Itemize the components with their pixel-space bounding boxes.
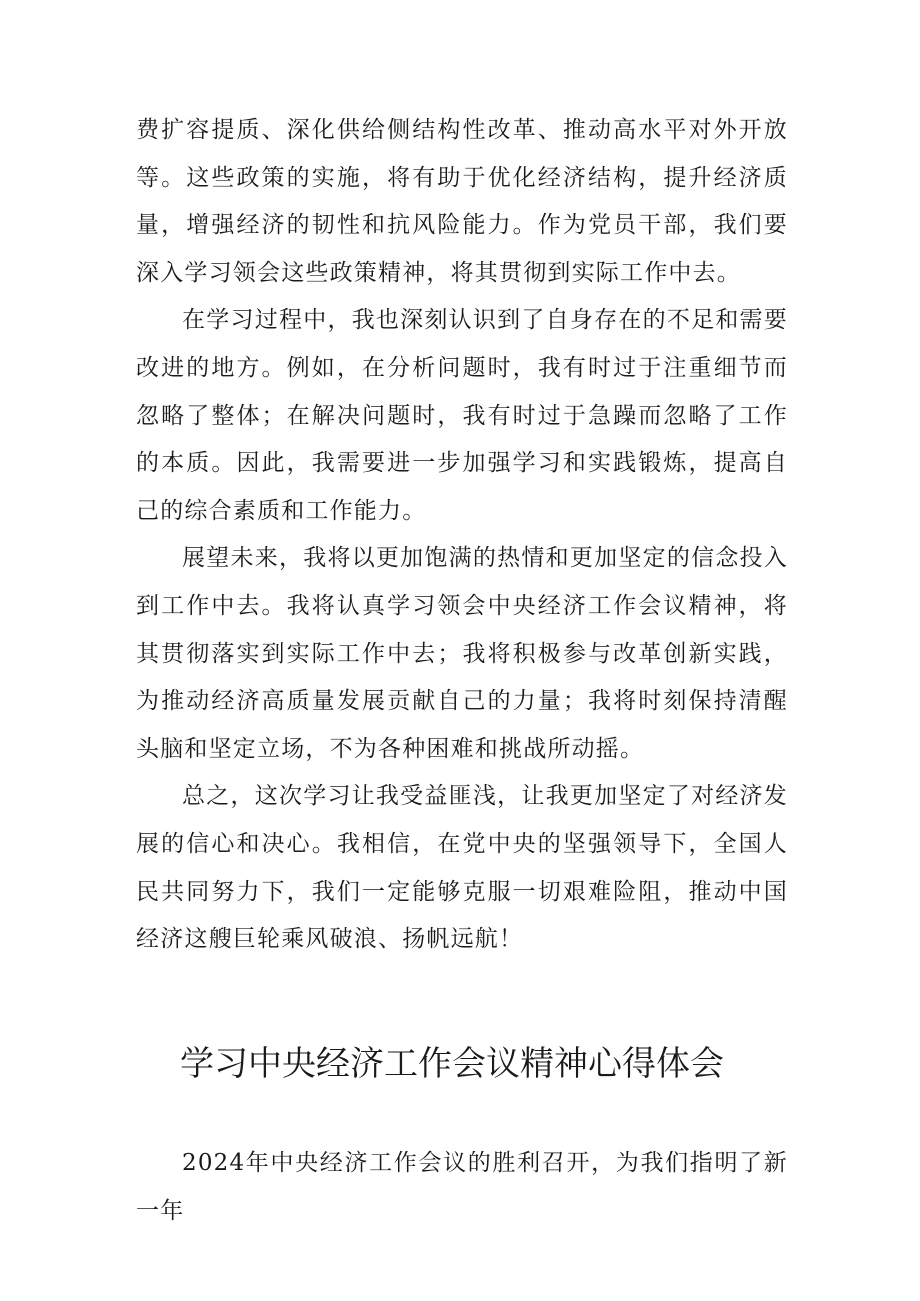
body-text-section-1 [136, 107, 788, 964]
paragraph-conclusion: 总之，这次学习让我受益匪浅，让我更加坚定了对经济发展的信心和决心。我相信，在党中央的坚强领导下，全国人民共同努力下，我们一定能够克服一切艰难险阻，推动中国经济这艘巨轮乘风破浪、扬帆远航！ [136, 783, 788, 953]
article-title: 学习中央经济工作会议精神心得体会 [180, 1044, 724, 1084]
paragraph-self-reflection: 在学习过程中，我也深刻认识到了自身存在的不足和需要改进的地方。例如，在分析问题时，我有时过于注重细节而忽略了整体；在解决问题时，我有时过于急躁而忽略了工作的本质。因此，我需要进一步加强学习和实践锻炼，提高自己的综合素质和工作能力。 [136, 307, 788, 524]
body-text-section-2 [136, 1140, 788, 1235]
paragraph-future-outlook: 展望未来，我将以更加饱满的热情和更加坚定的信念投入到工作中去。我将认真学习领会中央经济工作会议精神，将其贯彻落实到实际工作中去；我将积极参与改革创新实践，为推动经济高质量发展贡献自己的力量；我将时刻保持清醒头脑和坚定立场，不为各种困难和挑战所动摇。 [136, 545, 788, 762]
paragraph-policy-implementation: 费扩容提质、深化供给侧结构性改革、推动高水平对外开放等。这些政策的实施，将有助于优化经济结构，提升经济质量，增强经济的韧性和抗风险能力。作为党员干部，我们要深入学习领会这些政策精神，将其贯彻到实际工作中去。 [136, 117, 788, 286]
paragraph-opening: 2024年中央经济工作会议的胜利召开，为我们指明了新一年 [136, 1150, 788, 1224]
